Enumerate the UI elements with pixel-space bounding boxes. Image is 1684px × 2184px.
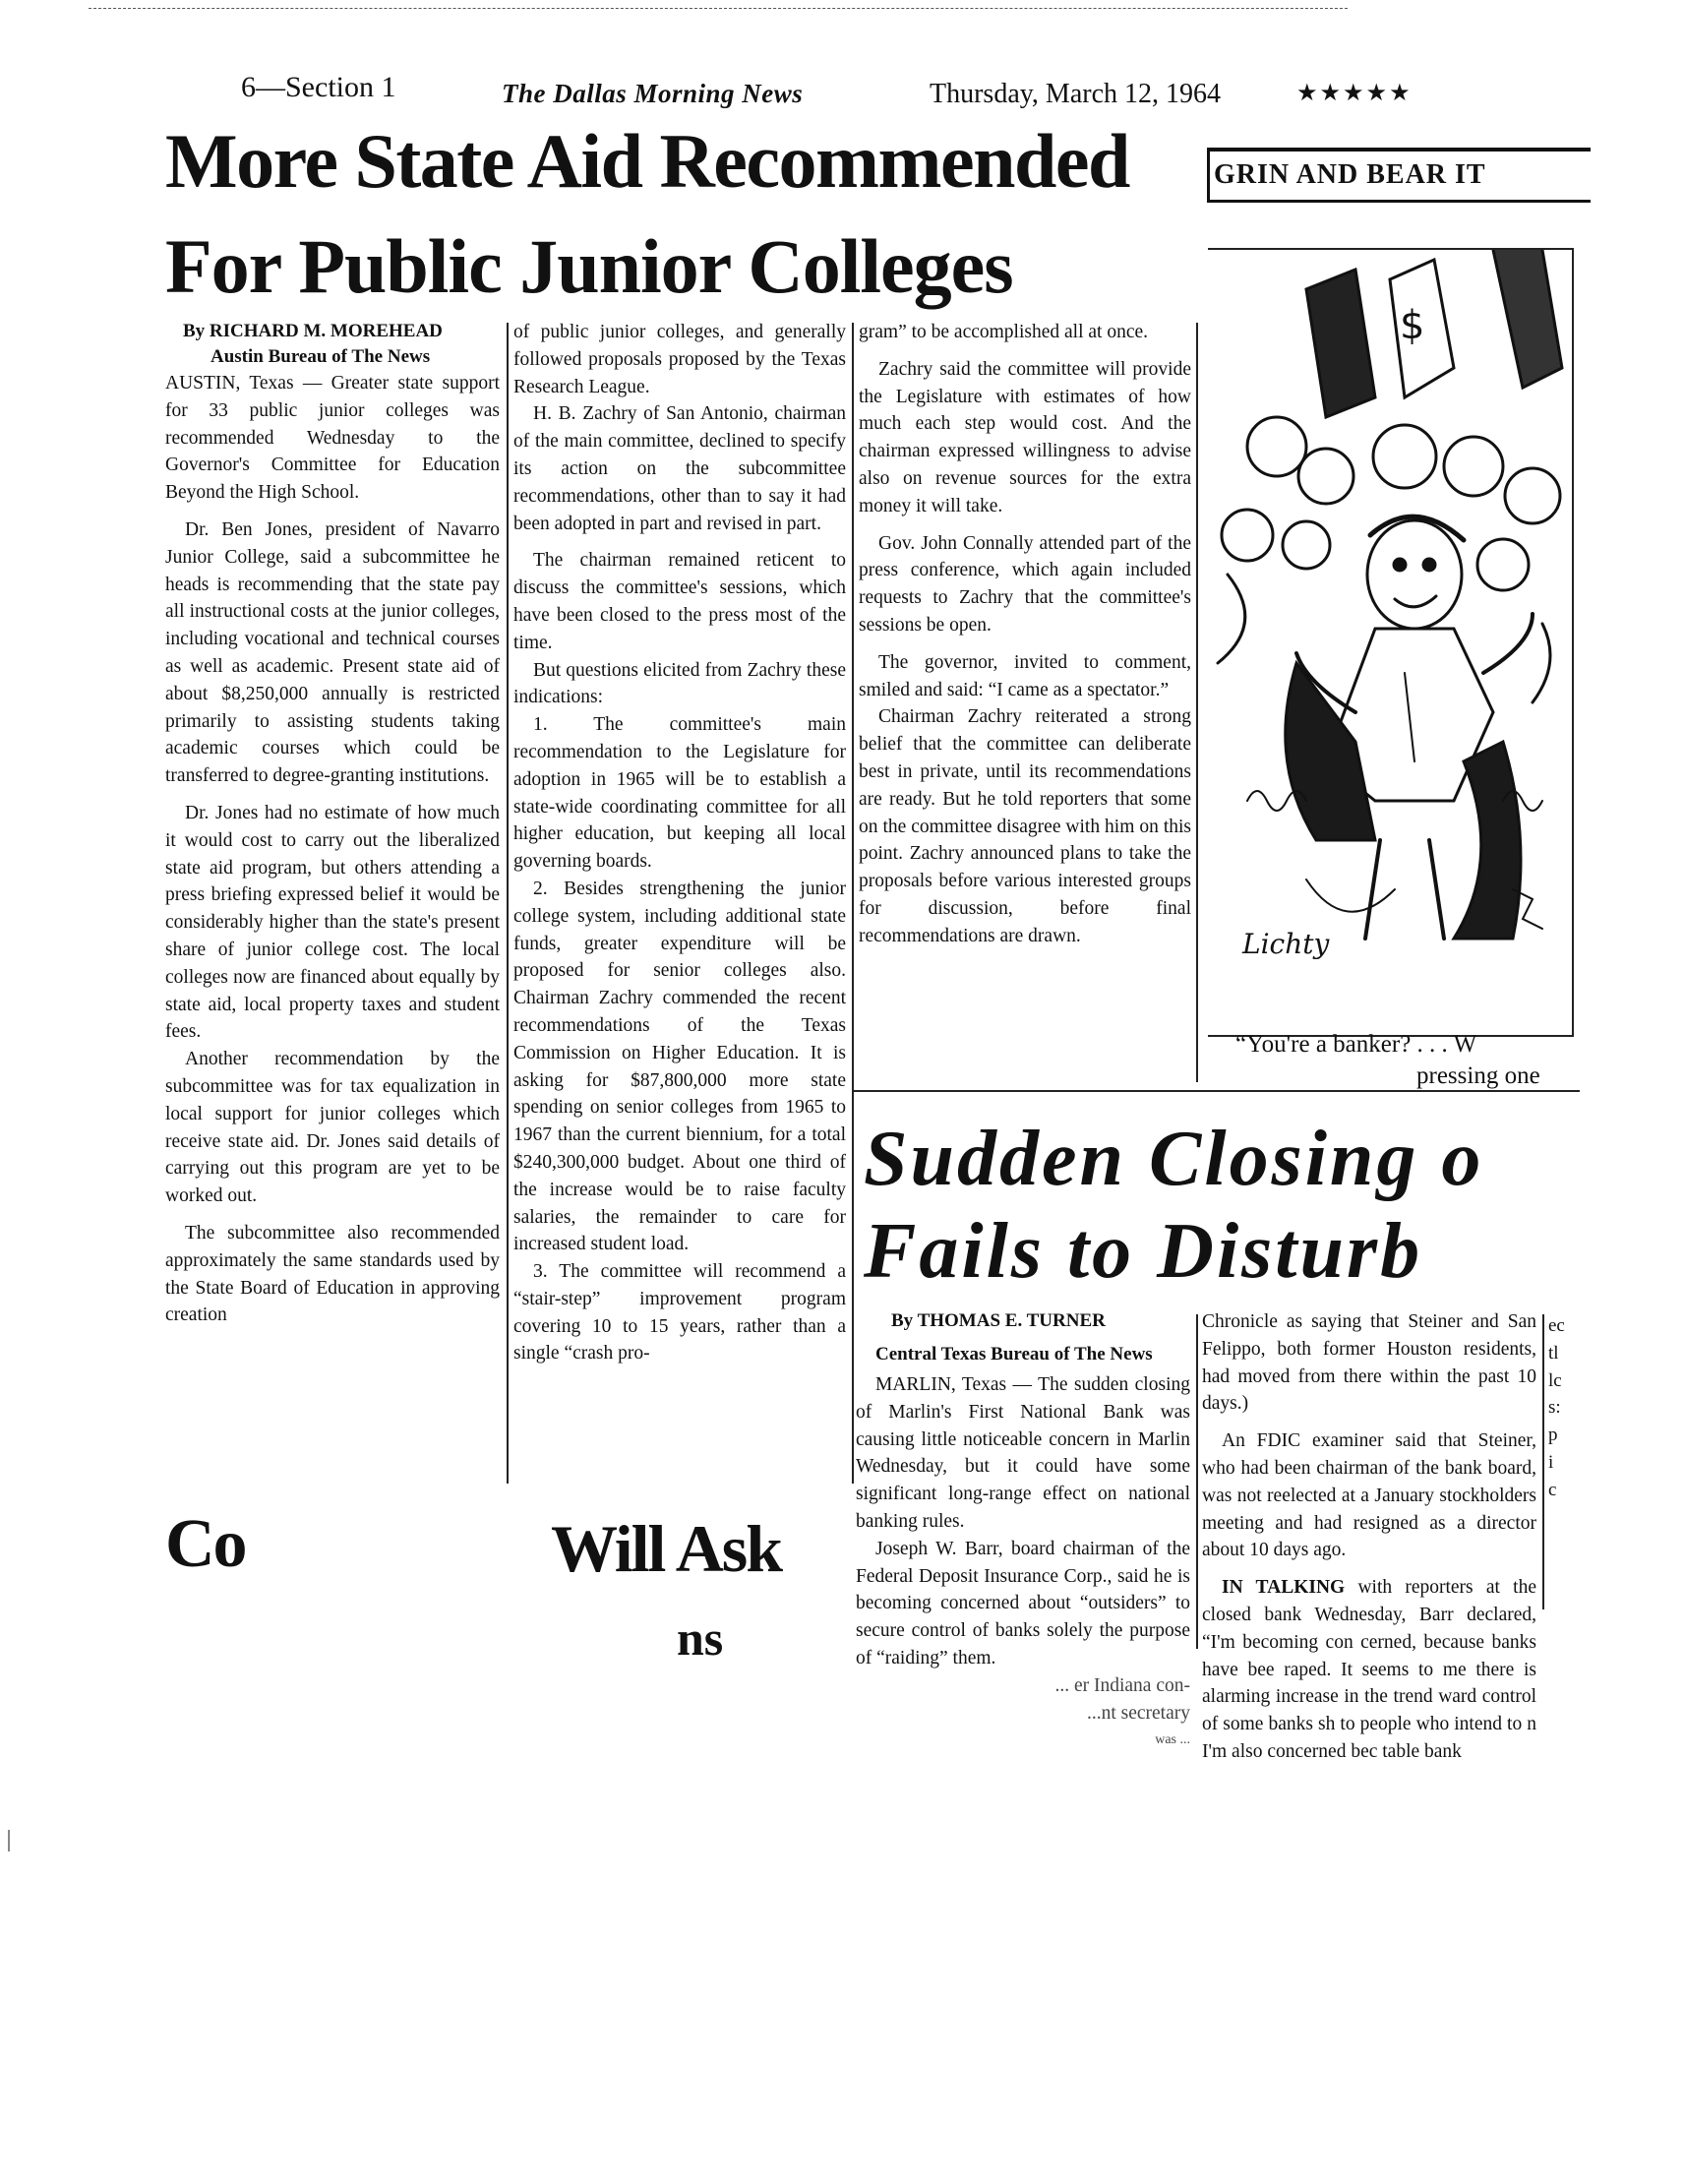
paragraph: Dr. Jones had no estimate of how much it would cost to carry out the liberalized state aid program, but others attending a press briefing expressed belief it would be considerably higher than the state's present share of junior college cost. The local colleges now are financed about equally by state aid, local property taxes and student fees. [165,802,500,1043]
edge-fragments [1548,1312,1578,1504]
story1-byline: By RICHARD M. MOREHEAD [183,321,443,341]
story1-column-3 [859,319,1191,950]
column-rule [852,323,854,1484]
paragraph-fragment: ...nt secretary [1086,1702,1190,1724]
paragraph: Joseph W. Barr, board chairman of the Federal Deposit Insurance Corp., said he is becoming concerned about “outsiders” to secure control of banks solely the purpose of “raiding” them. [856,1538,1190,1668]
story1-bureau: Austin Bureau of The News [210,346,431,367]
issue-date: Thursday, March 12, 1964 [930,79,1222,109]
edge-fragment: p [1548,1425,1558,1446]
cartoon-illustration [1208,248,1574,1037]
paragraph: Zachry said the committee will provide the Legislature with estimates of how much each step would cost. And the chairman expressed willingness to advise also on revenue sources for the extra money it will take. [859,358,1191,516]
story2-headline-line1: Sudden Closing o [864,1116,1484,1202]
section-divider [852,1090,1580,1092]
column-rule [1196,1314,1198,1649]
paragraph: Chairman Zachry reiterated a strong belief that the committee can deliberate best in private, until its recommendations are ready. But he told reporters that some on the committee disagree with him on this point. Zachry announced plans to take the proposals before various interested groups for discussion, before final recommendations are drawn. [859,706,1191,946]
paragraph: Another recommendation by the subcommittee was for tax equalization in local support for junior colleges which receive state aid. Dr. Jones said details of carrying out this program are yet to be worked out. [165,1049,500,1207]
paragraph: Gov. John Connally attended part of the press conference, which again included requests to Zachry that the committee's sessions be open. [859,532,1191,636]
fragment-headline-center: Will Ask [551,1511,782,1586]
paragraph: gram” to be accomplished all at once. [859,322,1149,342]
edge-fragment: tl [1548,1342,1559,1364]
edge-fragment: lc [1548,1369,1562,1391]
cartoon-caption-line1: “You're a banker? . . . W [1235,1031,1477,1058]
paper-name: The Dallas Morning News [502,79,804,108]
scan-mark [8,1830,10,1851]
fragment-headline-left: Co [165,1506,246,1582]
edge-fragment: s: [1548,1397,1561,1419]
paragraph: Chronicle as saying that Steiner and San Felippo, both former Houston residents, had moved from there within the past 10 days.) [1202,1311,1536,1415]
paragraph: But questions elicited from Zachry these indications: [513,659,846,708]
paragraph-fragment: was ... [1155,1732,1190,1748]
paragraph: The governor, invited to comment, smiled and said: “I came as a spectator.” [859,651,1191,700]
story2-headline-line2: Fails to Disturb [864,1208,1423,1295]
column-rule [1196,323,1198,1082]
story2-column-2 [1202,1308,1536,1766]
fragment-subhead-center: ns [677,1610,724,1666]
story1-column-1 [165,319,500,1329]
edition-stars: ★★★★★ [1296,80,1413,106]
paragraph: 3. The committee will recommend a “stair-step” improvement program covering 10 to 15 years, rather than a single “crash pro- [513,1261,846,1365]
edge-fragment: i [1548,1451,1554,1473]
story2-bureau: Central Texas Bureau of The News [875,1344,1153,1365]
cartoon-caption-line2: pressing one [1416,1062,1540,1089]
story2-column-1 [856,1308,1190,1754]
paragraph: H. B. Zachry of San Antonio, chairman of the main committee, declined to specify its action on the subcommittee recommendations, other than to say it had been adopted in part and revised in part. [513,403,846,534]
column-rule [1542,1314,1544,1609]
paragraph: 1. The committee's main recommendation to the Legislature for adoption in 1965 will be to establish a state-wide coordinating committee for all higher education, but keeping all local governing boards. [513,714,846,873]
page-folio: 6—Section 1 [241,71,396,103]
column-rule [507,323,509,1484]
subhead-lead: IN TALKING [1222,1577,1346,1599]
edge-fragment: ec [1548,1315,1565,1336]
paragraph: MARLIN, Texas — The sudden closing of Marlin's First National Bank was causing little noticeable concern in Marlin Wednesday, but it could have some significant long-range effect on national banking rules. [856,1374,1190,1532]
paragraph: 2. Besides strengthening the junior college system, including additional state funds, greater expenditure will be proposed for senior colleges also. Chairman Zachry commended the recent recommendations of the Texas Commission on Higher Education. It is asking for $87,800,000 more state spending on senior colleges from 1965 to 1967 than the current biennium, for a total $240,300,000 budget. About one third of the increase would be to raise faculty salaries, the remainder to care for increased student load. [513,878,846,1255]
svg-text:$: $ [1400,303,1425,348]
paragraph-fragment: ... er Indiana con- [1054,1674,1190,1696]
story2-byline: By THOMAS E. TURNER [891,1310,1106,1331]
paragraph: of public junior colleges, and generally followed proposals proposed by the Texas Research League. [513,322,846,397]
paragraph: An FDIC examiner said that Steiner, who had been chairman of the bank board, was not reelected at a January stockholders meeting and had resigned as a director about 10 days ago. [1202,1430,1536,1561]
story1-column-2 [513,319,846,1367]
paragraph: The subcommittee also recommended approximately the same standards used by the State Board of Education in approving creation [165,1222,500,1326]
scan-edge-mark [89,8,1348,9]
edge-fragment: c [1548,1479,1557,1500]
cartoon-drawing [1208,250,1574,1037]
story1-headline-line1: More State Aid Recommended [165,118,1129,204]
paragraph: The chairman remained reticent to discuss the committee's sessions, which have been closed to the press most of the time. [513,550,846,653]
cartoon-signature: Lichty [1242,928,1330,960]
paragraph [1202,1574,1536,1766]
story1-headline-line2: For Public Junior Colleges [165,223,1013,309]
cartoon-title: GRIN AND BEAR IT [1207,148,1591,203]
paragraph-text: with reporters at the closed bank Wednesday, Barr declared, “I'm becoming con cerned, because banks have bee raped. It seems to me there is alarming increase in the trend ward control of some banks sh to people who intend to n I'm also concerned bec table bank [1202,1577,1536,1762]
paragraph: AUSTIN, Texas — Greater state support for 33 public junior colleges was recommended Wednesday to the Governor's Committee for Education Beyond the High School. [165,373,500,504]
paragraph: Dr. Ben Jones, president of Navarro Junior College, said a subcommittee he heads is recommending that the state pay all instructional costs at the junior colleges, including vocational and technical courses as well as academic. Present state aid of about $8,250,000 annually is restricted primarily to assisting students taking academic courses which could be transferred to degree-granting institutions. [165,518,500,787]
